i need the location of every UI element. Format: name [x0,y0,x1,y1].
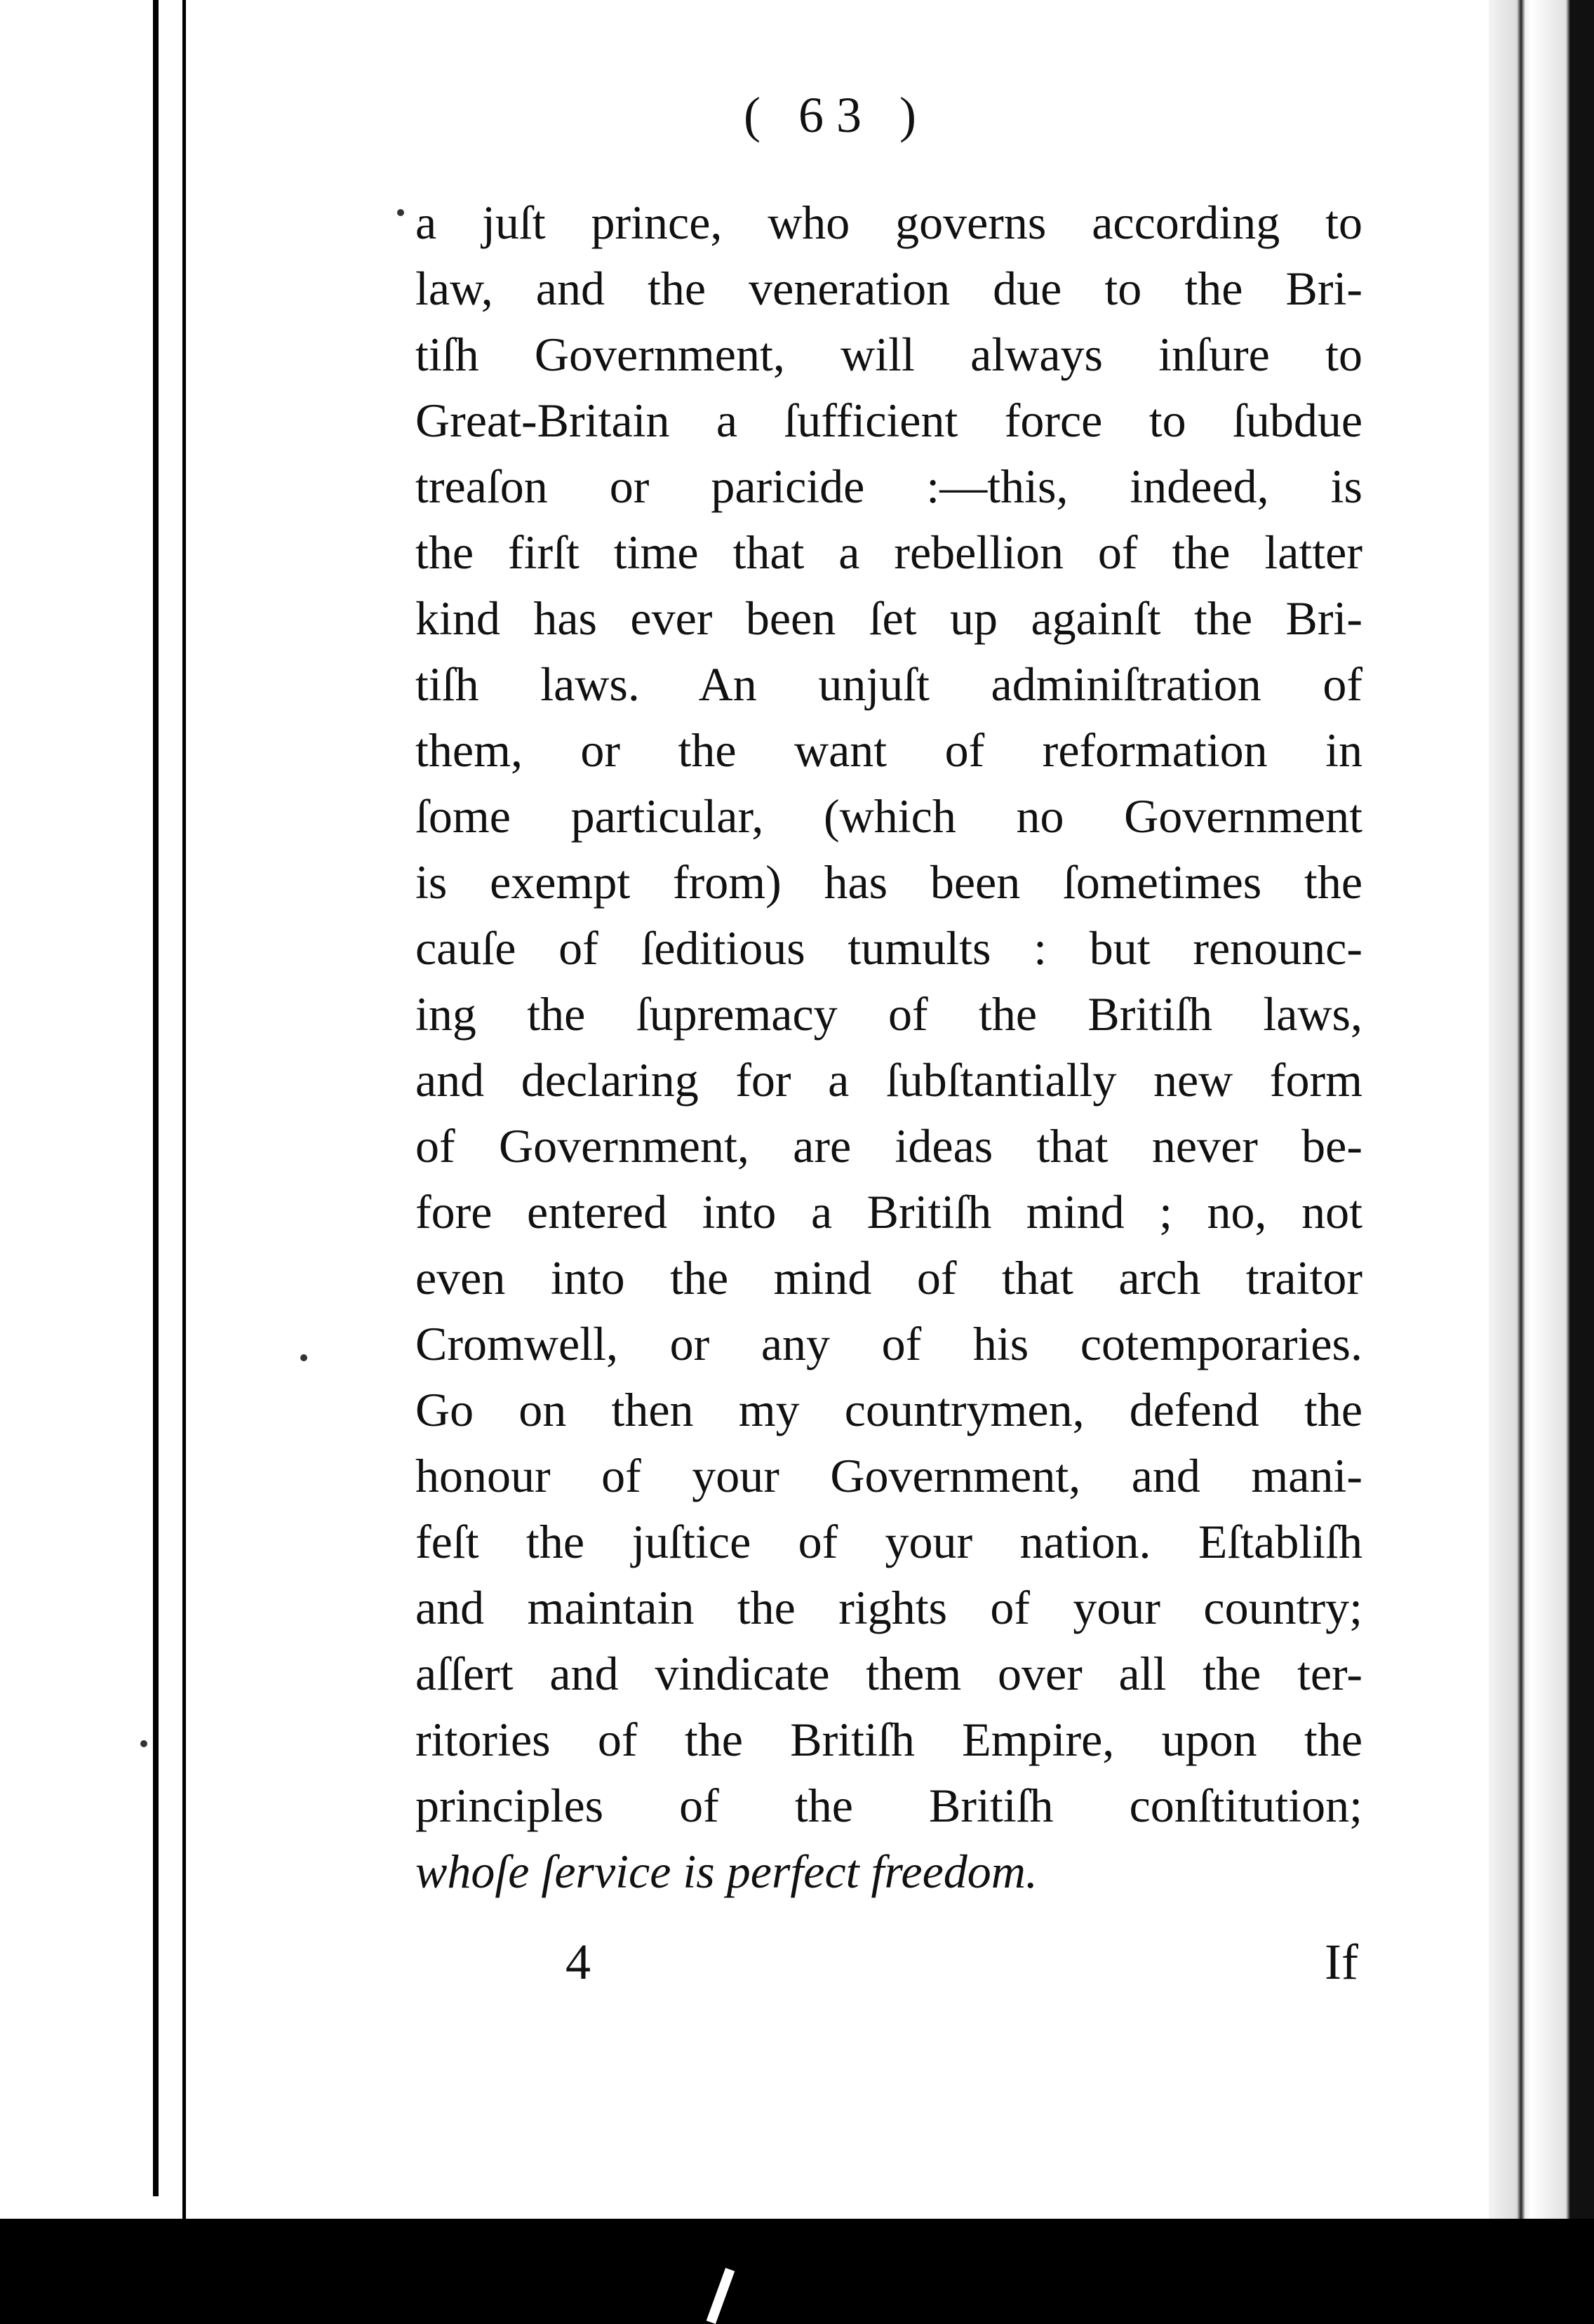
page-number: ( 63 ) [744,87,929,143]
text-line: of Government, are ideas that never be- [415,1119,1362,1173]
text-line: is exempt from) has been ſometimes the [415,855,1362,909]
text-line: the firſt time that a rebellion of the latter [415,526,1362,579]
text-line: feſt the juſtice of your nation. Eſtabliſh [415,1515,1362,1568]
page-edge-rule [182,0,186,2224]
italic-closing-line: whoſe ſervice is perfect freedom. [415,1845,1038,1898]
text-line: Cromwell, or any of his cotemporaries. [415,1317,1362,1370]
text-line: them, or the want of reformation in [415,723,1362,777]
text-line: law, and the veneration due to the Bri- [415,262,1362,315]
scan-speck [397,209,404,216]
text-line: tiſh laws. An unjuſt adminiſtration of [415,657,1362,711]
scan-binding-rule [153,0,159,2196]
scan-right-edge [1489,0,1594,2324]
text-line: kind has ever been ſet up againſt the Bri- [415,592,1362,645]
text-line: tiſh Government, will always inſure to [415,328,1362,381]
text-line: ſome particular, (which no Government [415,789,1362,843]
body-text [415,189,1362,1904]
scan-speck [300,1354,307,1361]
text-line: even into the mind of that arch traitor [415,1251,1362,1304]
text-line: Great-Britain a ſufficient force to ſubdue [415,394,1362,447]
text-line: honour of your Government, and mani- [415,1449,1362,1502]
text-line: a juſt prince, who governs according to [415,196,1362,249]
text-line: ritories of the Britiſh Empire, upon the [415,1713,1362,1766]
scan-bottom-band [0,2219,1594,2324]
text-line: treaſon or paricide :—this, indeed, is [415,460,1362,513]
text-line: aſſert and vindicate them over all the ter- [415,1647,1362,1700]
text-line: cauſe of ſeditious tumults : but renounc- [415,921,1362,975]
text-line: principles of the Britiſh conſtitution; [415,1779,1362,1832]
signature-mark: 4 [565,1934,591,1990]
catchword: If [1325,1934,1358,1990]
scan-speck [140,1740,147,1747]
scan-left-margin [0,0,154,2324]
text-line: and declaring for a ſubſtantially new form [415,1053,1362,1107]
text-line: ing the ſupremacy of the Britiſh laws, [415,987,1362,1041]
text-line: and maintain the rights of your country; [415,1581,1362,1634]
text-line: fore entered into a Britiſh mind ; no, not [415,1185,1362,1238]
text-line: Go on then my countrymen, defend the [415,1383,1362,1436]
